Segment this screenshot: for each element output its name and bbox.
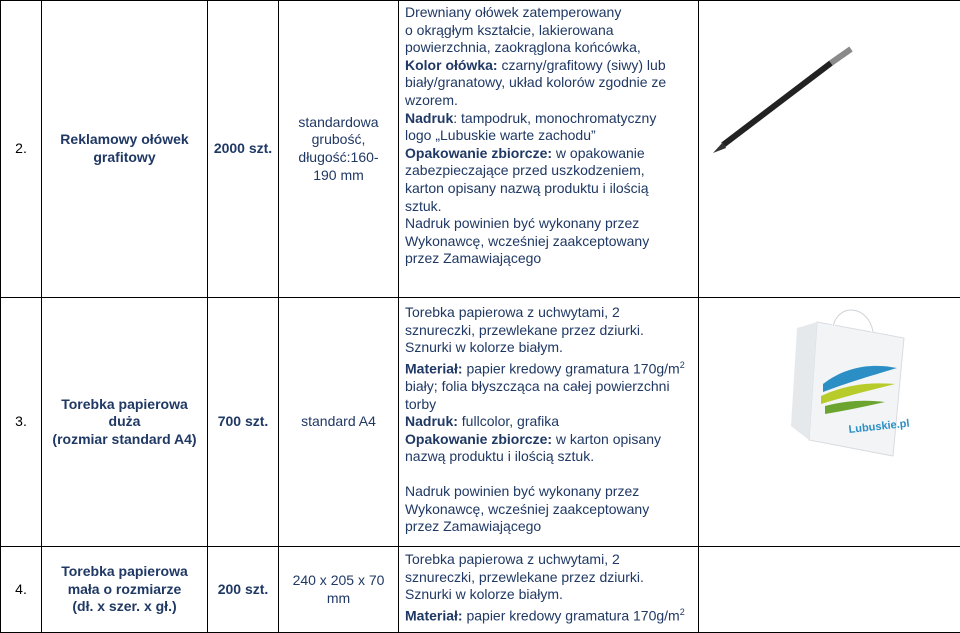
size: standard A4: [279, 298, 399, 547]
empty-image-cell: [699, 547, 960, 633]
paper-bag-icon: [699, 298, 960, 546]
row-number: 2.: [1, 1, 42, 298]
table-row: [1, 1, 960, 298]
pencil-icon: [699, 1, 960, 297]
row-number: 3.: [1, 298, 42, 547]
table-row: [1, 547, 960, 633]
description: Torebka papierowa z uchwytami, 2 sznureczki, przewlekane przez dziurki. Sznurki w kolorze białym. Materiał: papier kredowy gramatura $170g/m^2$: [399, 547, 699, 633]
size: standardowa grubość, długość:160-190 mm: [279, 1, 399, 298]
quantity: 700 szt.: [208, 298, 279, 547]
product-name: Reklamowy ołówek grafitowy: [42, 1, 208, 298]
pencil-image: [699, 1, 960, 298]
product-name: Torebka papierowa mała o rozmiarze (dł. x szer. x gł.): [42, 547, 208, 633]
description: Torebka papierowa z uchwytami, 2 sznureczki, przewlekane przez dziurki. Sznurki w kolorze białym. Materiał: papier kredowy gramatura $170g/m^2$ biały; folia błyszcząca na całej powierzchni torby Nadruk: fullcolor, grafika Opakowanie zbiorcze: w karton opisany nazwą produktu i ilością sztuk. Nadruk powinien być wykonany przez Wykonawcę, wcześniej zaakceptowany przez Zamawiającego: [399, 298, 699, 547]
description: Drewniany ołówek zatemperowany o okrągłym kształcie, lakierowana powierzchnia, zaokrąglona końcówka, Kolor ołówka: czarny/grafitowy (siwy) lub biały/granatowy, układ kolorów zgodnie ze wzorem. Nadruk: tampodruk, monochromatyczny logo „Lubuskie warte zachodu” Opakowanie zbiorcze: w opakowanie zabezpieczające przed uszkodzeniem, karton opisany nazwą produktu i ilością sztuk. Nadruk powinien być wykonany przez Wykonawcę, wcześniej zaakceptowany przez Zamawiającego: [399, 1, 699, 298]
bag-image: [699, 298, 960, 547]
size: 240 x 205 x 70 mm: [279, 547, 399, 633]
quantity: 200 szt.: [208, 547, 279, 633]
product-name: Torebka papierowa duża (rozmiar standard A4): [42, 298, 208, 547]
table-row: [1, 298, 960, 547]
bag-logo: Lubuskie.pl: [848, 418, 910, 436]
quantity: 2000 szt.: [208, 1, 279, 298]
row-number: 4.: [1, 547, 42, 633]
